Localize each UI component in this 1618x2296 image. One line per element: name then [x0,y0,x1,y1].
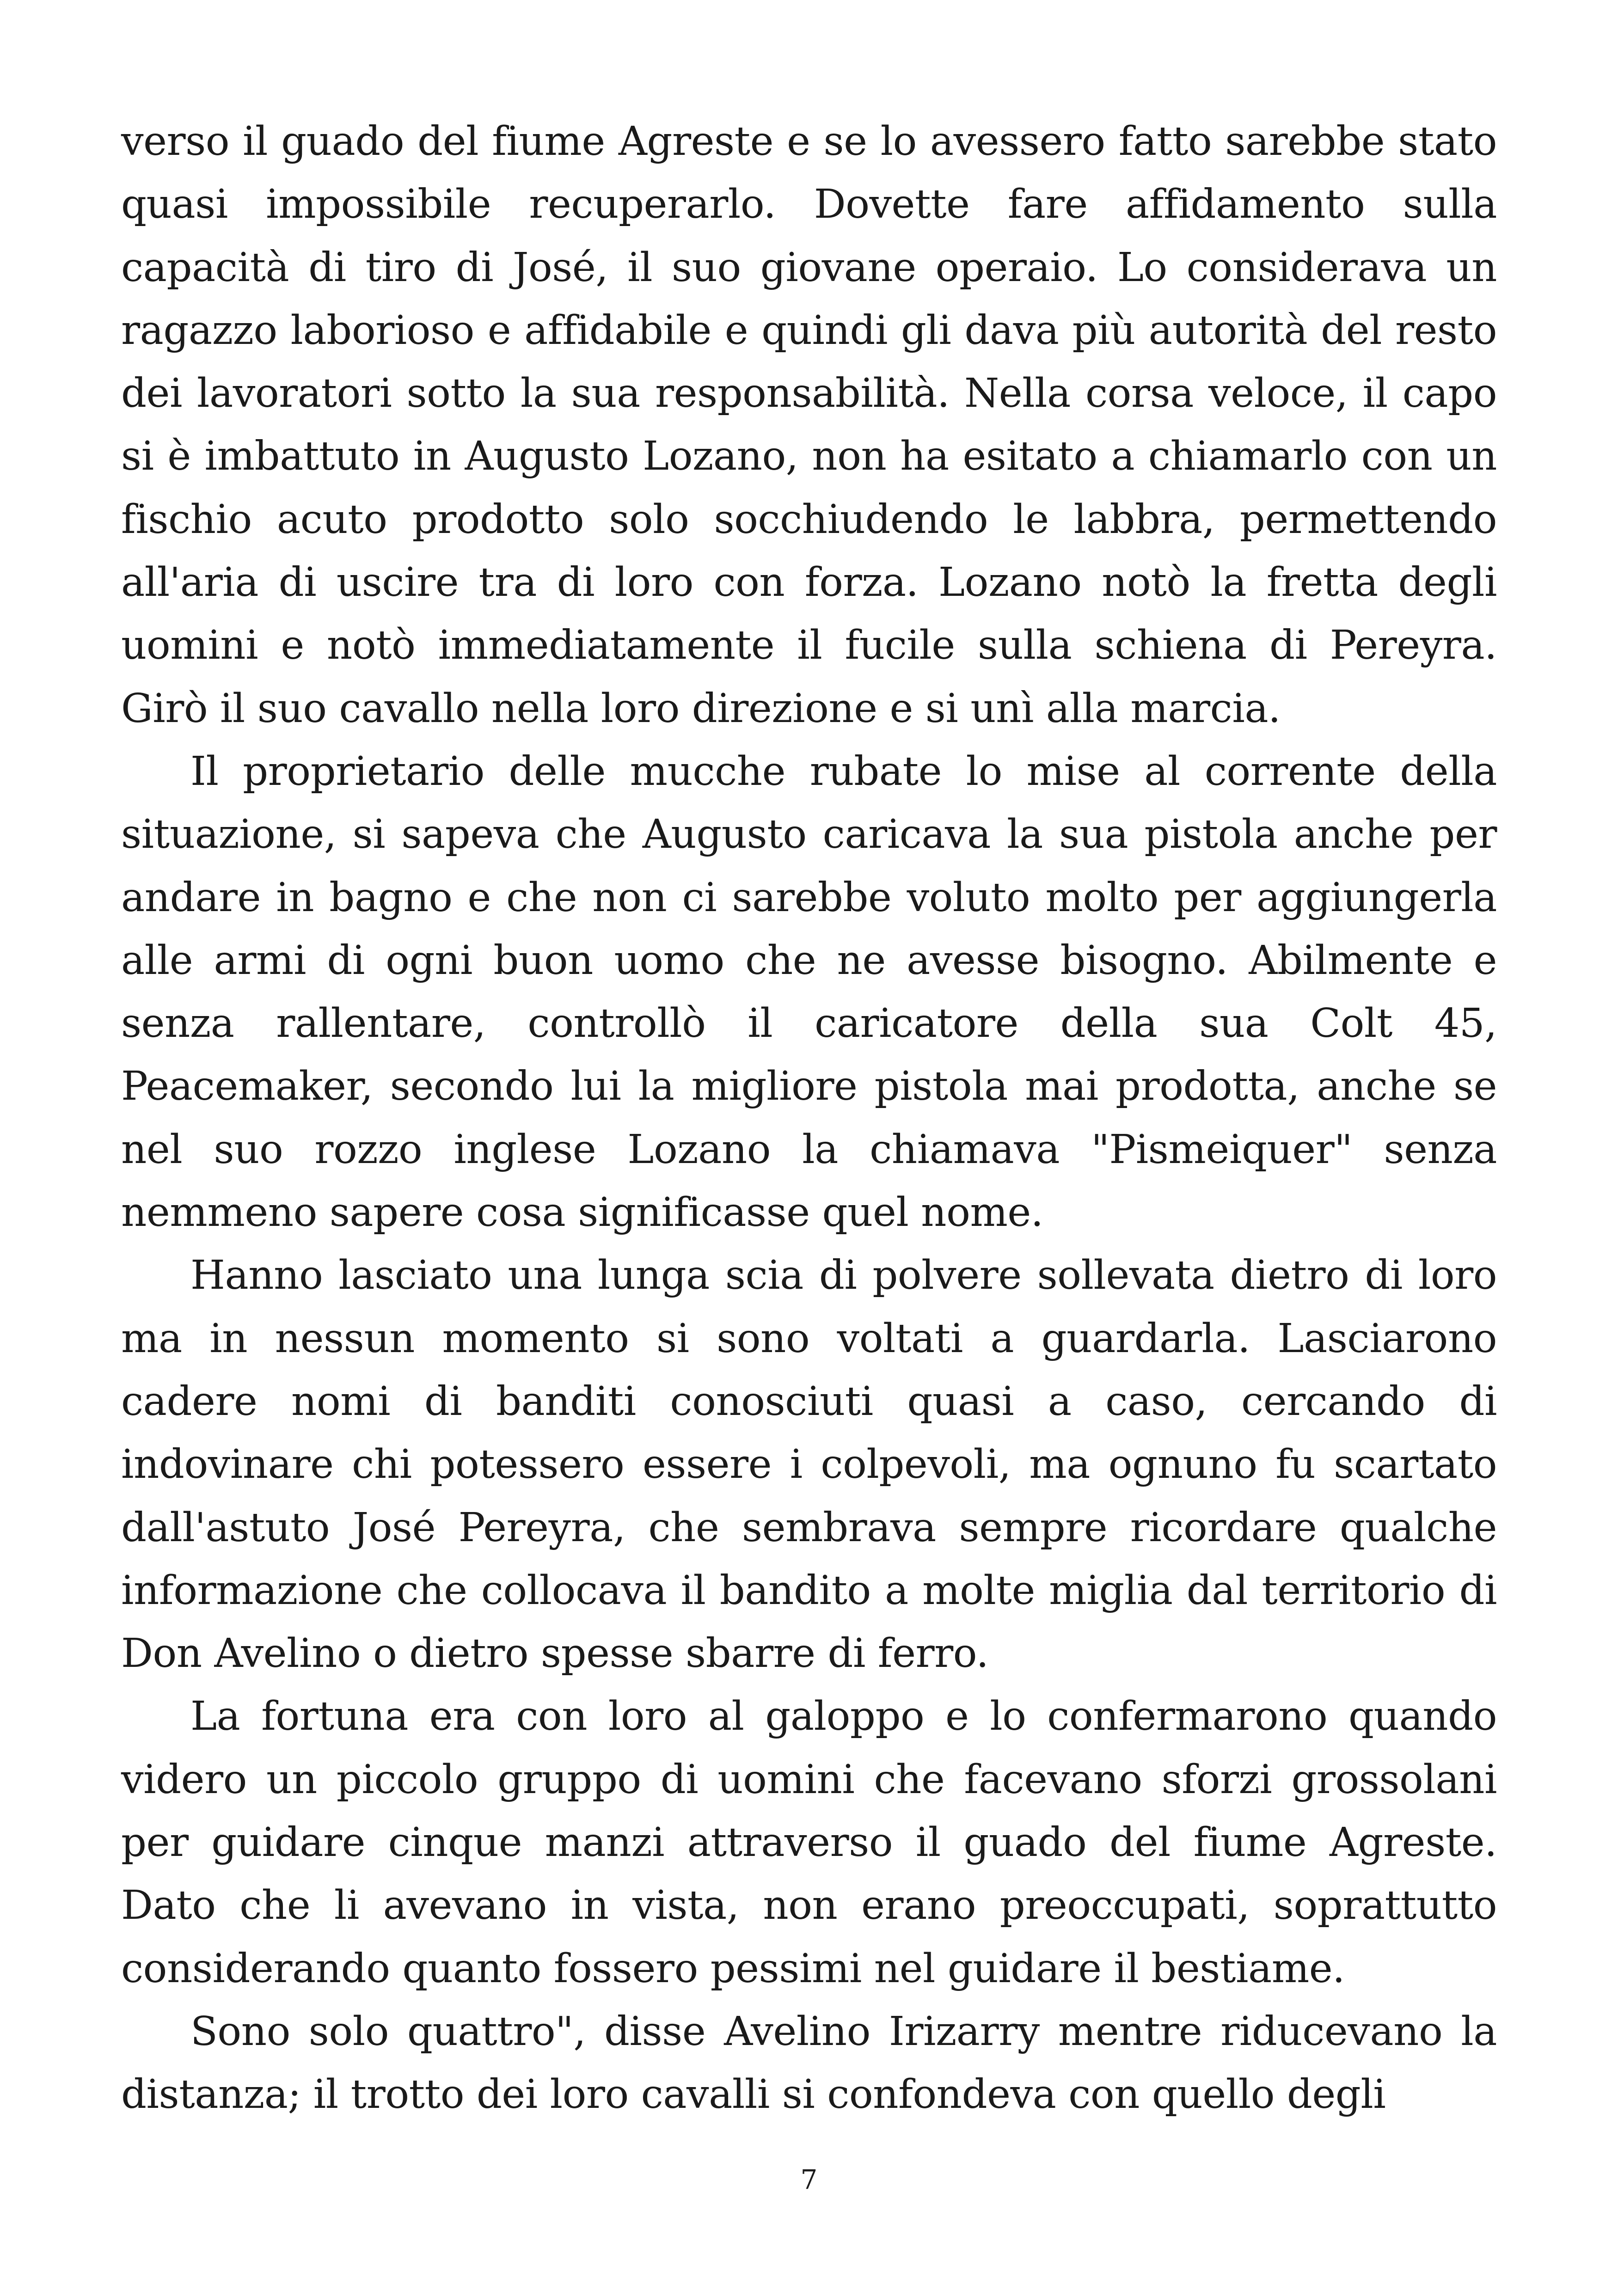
page-number: 7 [800,2164,818,2195]
paragraph-3: Hanno lasciato una lunga scia di polvere sollevata dietro di loro ma in nessun momento si sono voltati a guardarla. Lasciarono cadere nomi di banditi conosciuti quasi a caso, cercando di indovinare chi potessero essere i colpevoli, ma ognuno fu scartato dall'astuto José Pereyra, che sembrava sempre ricordare qualche informazione che collocava il bandito a molte miglia dal territorio di Don Avelino o dietro spesse sbarre di ferro. [121,1252,1497,1677]
paragraph-1: verso il guado del fiume Agreste e se lo avessero fatto sarebbe stato quasi impossibile recuperarlo. Dovette fare affidamento sulla capacità di tiro di José, il suo giovane operaio. Lo considerava un ragazzo laborioso e affidabile e quindi gli dava più autorità del resto dei lavoratori sotto la sua responsabilità. Nella corsa veloce, il capo si è imbattuto in Augusto Lozano, non ha esitato a chiamarlo con un fischio acuto prodotto solo socchiudendo le labbra, permettendo all'aria di uscire tra di loro con forza. Lozano notò la fretta degli uomini e notò immediatamente il fucile sulla schiena di Pereyra. Girò il suo cavallo nella loro direzione e si unì alla marcia. [121,118,1497,732]
paragraph-5: Sono solo quattro", disse Avelino Irizarry mentre riducevano la distanza; il trotto dei loro cavalli si confondeva con quello degli [121,2008,1497,2118]
paragraph-4: La fortuna era con loro al galoppo e lo confermarono quando videro un piccolo gruppo di uomini che facevano sforzi grossolani per guidare cinque manzi attraverso il guado del fiume Agreste. Dato che li avevano in vista, non erano preoccupati, soprattutto considerando quanto fossero pessimi nel guidare il bestiame. [121,1693,1497,1992]
paragraph-2: Il proprietario delle mucche rubate lo mise al corrente della situazione, si sapeva che Augusto caricava la sua pistola anche per andare in bagno e che non ci sarebbe voluto molto per aggiungerla alle armi di ogni buon uomo che ne avesse bisogno. Abilmente e senza rallentare, controllò il caricatore della sua Colt 45, Peacemaker, secondo lui la migliore pistola mai prodotta, anche se nel suo rozzo inglese Lozano la chiamava "Pismeiquer" senza nemmeno sapere cosa significasse quel nome. [121,748,1497,1236]
page-body [121,110,1497,2126]
